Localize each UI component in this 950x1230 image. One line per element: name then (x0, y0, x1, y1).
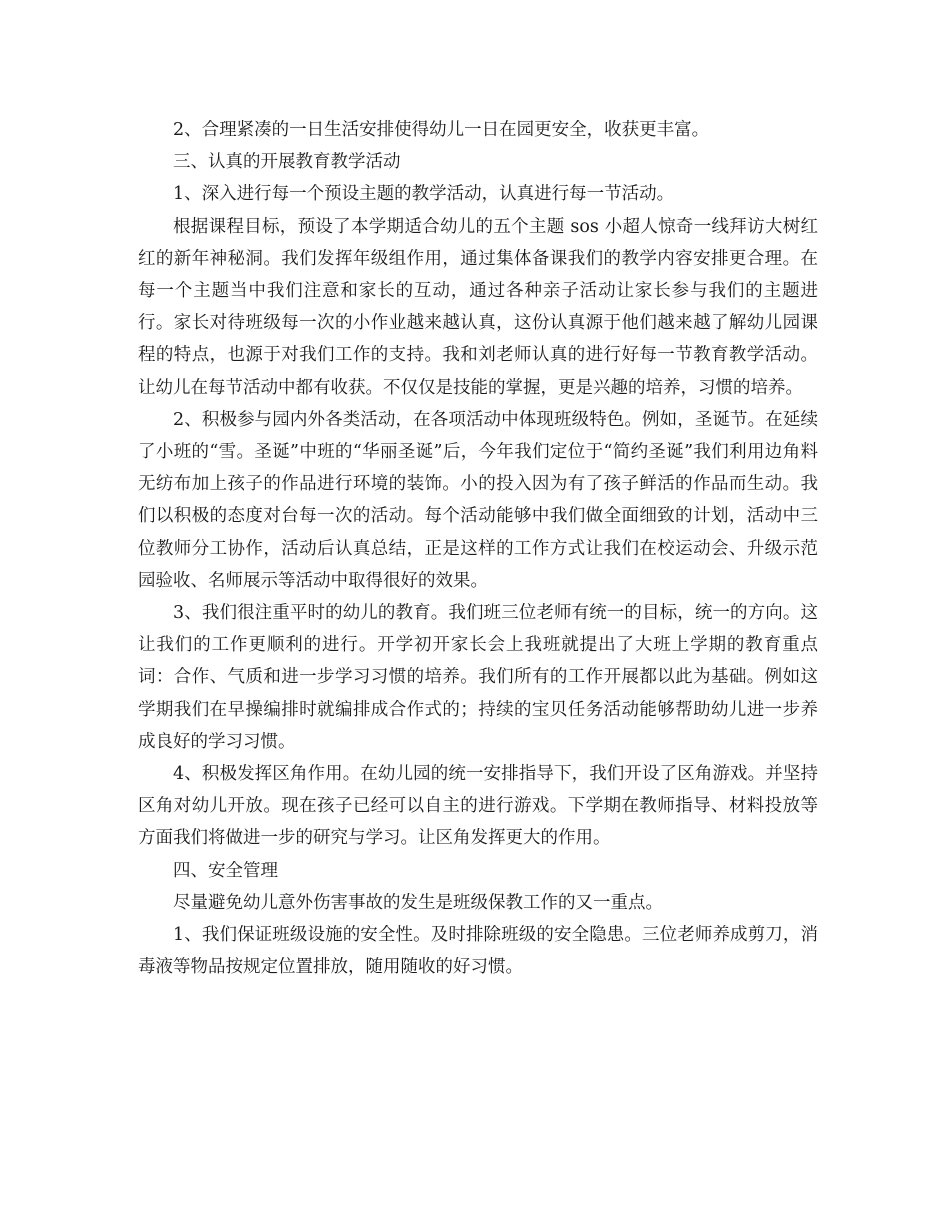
section-heading-safety: 四、安全管理 (173, 860, 278, 881)
paragraph-theme-activities: 1、深入进行每一个预设主题的教学活动，认真进行每一节活动。 (173, 184, 675, 205)
paragraph-daily-education: 3、我们很注重平时的幼儿的教育。我们班三位老师有统一的目标，统一的方向。这让我们的工作更顺利的进行。开学初开家长会上我班就提出了大班上学期的教育重点词：合作、气质和进一步学习习惯的培养。我们所有的工作开展都以此为基础。例如这学期我们在早操编排时就编排成合作式的；持续的宝贝任务活动能够帮助幼儿进一步养成良好的学习习惯。 (138, 603, 818, 752)
paragraph-curriculum-goals: 根据课程目标，预设了本学期适合幼儿的五个主题 sos 小超人惊奇一线拜访大树红红的新年神秘洞。我们发挥年级组作用，通过集体备课我们的教学内容安排更合理。在每一个主题当中我们注意和家长的互动，通过各种亲子活动让家长参与我们的主题进行。家长对待班级每一次的小作业越来越认真，这份认真源于他们越来越了解幼儿园课程的特点，也源于对我们工作的支持。我和刘老师认真的进行好每一节教育教学活动。让幼儿在每节活动中都有收获。不仅仅是技能的掌握，更是兴趣的培养，习惯的培养。 (138, 216, 818, 398)
document-body (138, 114, 818, 983)
paragraph-daily-schedule: 2、合理紧凑的一日生活安排使得幼儿一日在园更安全，收获更丰富。 (173, 120, 710, 140)
paragraph-class-features: 2、积极参与园内外各类活动，在各项活动中体现班级特色。例如，圣诞节。在延续了小班的“雪。圣诞”中班的“华丽圣诞”后，今年我们定位于“简约圣诞”我们利用边角料无纺布加上孩子的作品进行环境的装饰。小的投入因为有了孩子鲜活的作品而生动。我们以积极的态度对台每一次的活动。每个活动能够中我们做全面细致的计划，活动中三位教师分工协作，活动后认真总结，正是这样的工作方式让我们在校运动会、升级示范园验收、名师展示等活动中取得很好的效果。 (138, 409, 818, 591)
paragraph-safety-focus: 尽量避免幼儿意外伤害事故的发生是班级保教工作的又一重点。 (173, 892, 663, 913)
paragraph-corner-activities: 4、积极发挥区角作用。在幼儿园的统一安排指导下，我们开设了区角游戏。并坚持区角对幼儿开放。现在孩子已经可以自主的进行游戏。下学期在教师指导、材料投放等方面我们将做进一步的研究与学习。让区角发挥更大的作用。 (138, 764, 818, 849)
paragraph-facility-safety: 1、我们保证班级设施的安全性。及时排除班级的安全隐患。三位老师养成剪刀，消毒液等物品按规定位置排放，随用随收的好习惯。 (138, 925, 818, 978)
section-heading-teaching: 三、认真的开展教育教学活动 (173, 152, 401, 173)
